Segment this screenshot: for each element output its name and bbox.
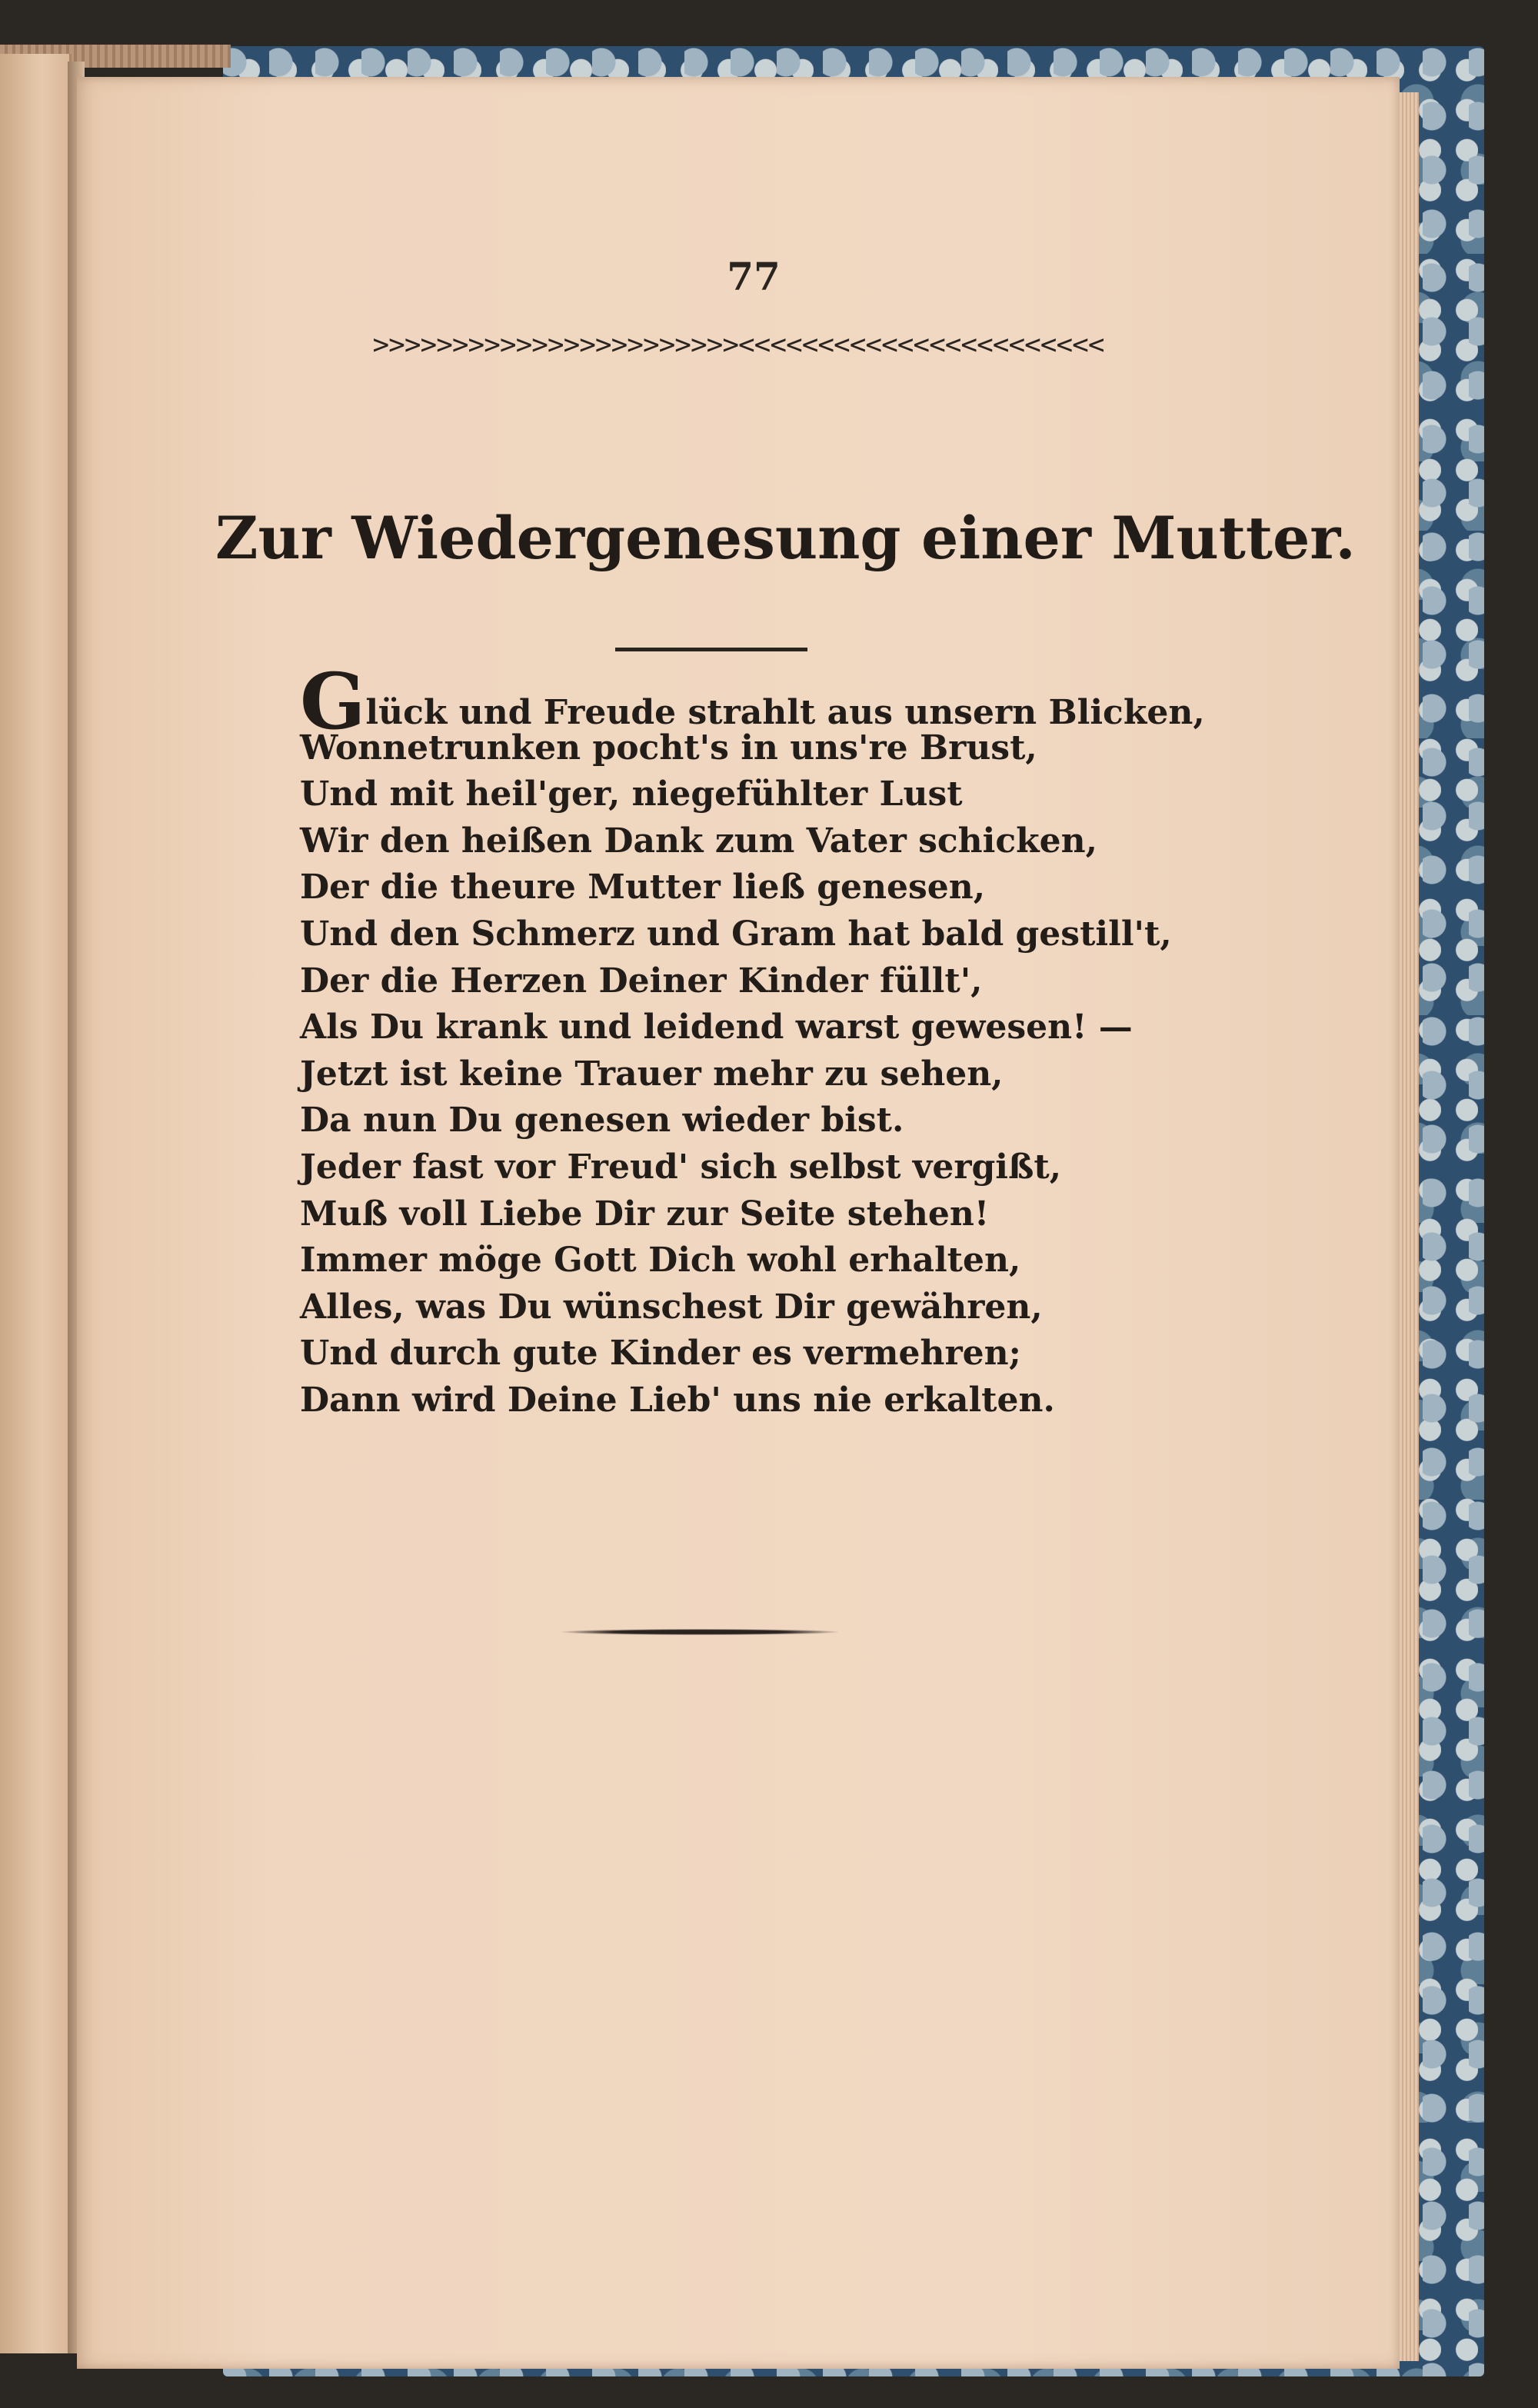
title-divider — [615, 648, 807, 651]
poem-line: Und mit heil'ger, niegefühlter Lust — [300, 774, 963, 814]
poem-line: Jetzt ist keine Trauer mehr zu sehen, — [300, 1054, 1004, 1094]
poem-title: Zur Wiedergenesung einer Mutter. — [215, 504, 1356, 572]
poem-line: Alles, was Du wünschest Dir gewähren, — [300, 1287, 1043, 1327]
poem-line: Als Du krank und leidend warst gewesen! — — [300, 1007, 1133, 1047]
drop-initial: G — [300, 656, 366, 747]
poem-line: Da nun Du genesen wieder bist. — [300, 1101, 904, 1141]
ornament-border: >>>>>>>>>>>>>>>>>>>>>>><<<<<<<<<<<<<<<<<<<<<<< — [372, 329, 1104, 361]
poem-body — [300, 656, 1223, 1424]
poem-line: Jeder fast vor Freud' sich selbst vergißt, — [300, 1147, 1062, 1187]
facing-page-edge — [0, 54, 72, 2353]
poem-line: Und durch gute Kinder es vermehren; — [300, 1334, 1021, 1374]
poem-line — [300, 656, 1223, 747]
end-divider — [561, 1629, 838, 1635]
poem-line: Wonnetrunken pocht's in uns're Brust, — [300, 728, 1037, 768]
poem-line: Muß voll Liebe Dir zur Seite stehen! — [300, 1194, 990, 1234]
poem-line-text: lück und Freude strahlt aus unsern Blicken, — [365, 693, 1205, 732]
poem-line: Und den Schmerz und Gram hat bald gestill't, — [300, 914, 1172, 954]
page-number: 77 — [727, 254, 781, 299]
poem-line: Dann wird Deine Lieb' uns nie erkalten. — [300, 1380, 1055, 1420]
poem-line: Der die theure Mutter ließ genesen, — [300, 868, 986, 908]
poem-line: Der die Herzen Deiner Kinder füllt', — [300, 961, 983, 1001]
poem-line: Wir den heißen Dank zum Vater schicken, — [300, 821, 1097, 861]
poem-line: Immer möge Gott Dich wohl erhalten, — [300, 1241, 1021, 1281]
